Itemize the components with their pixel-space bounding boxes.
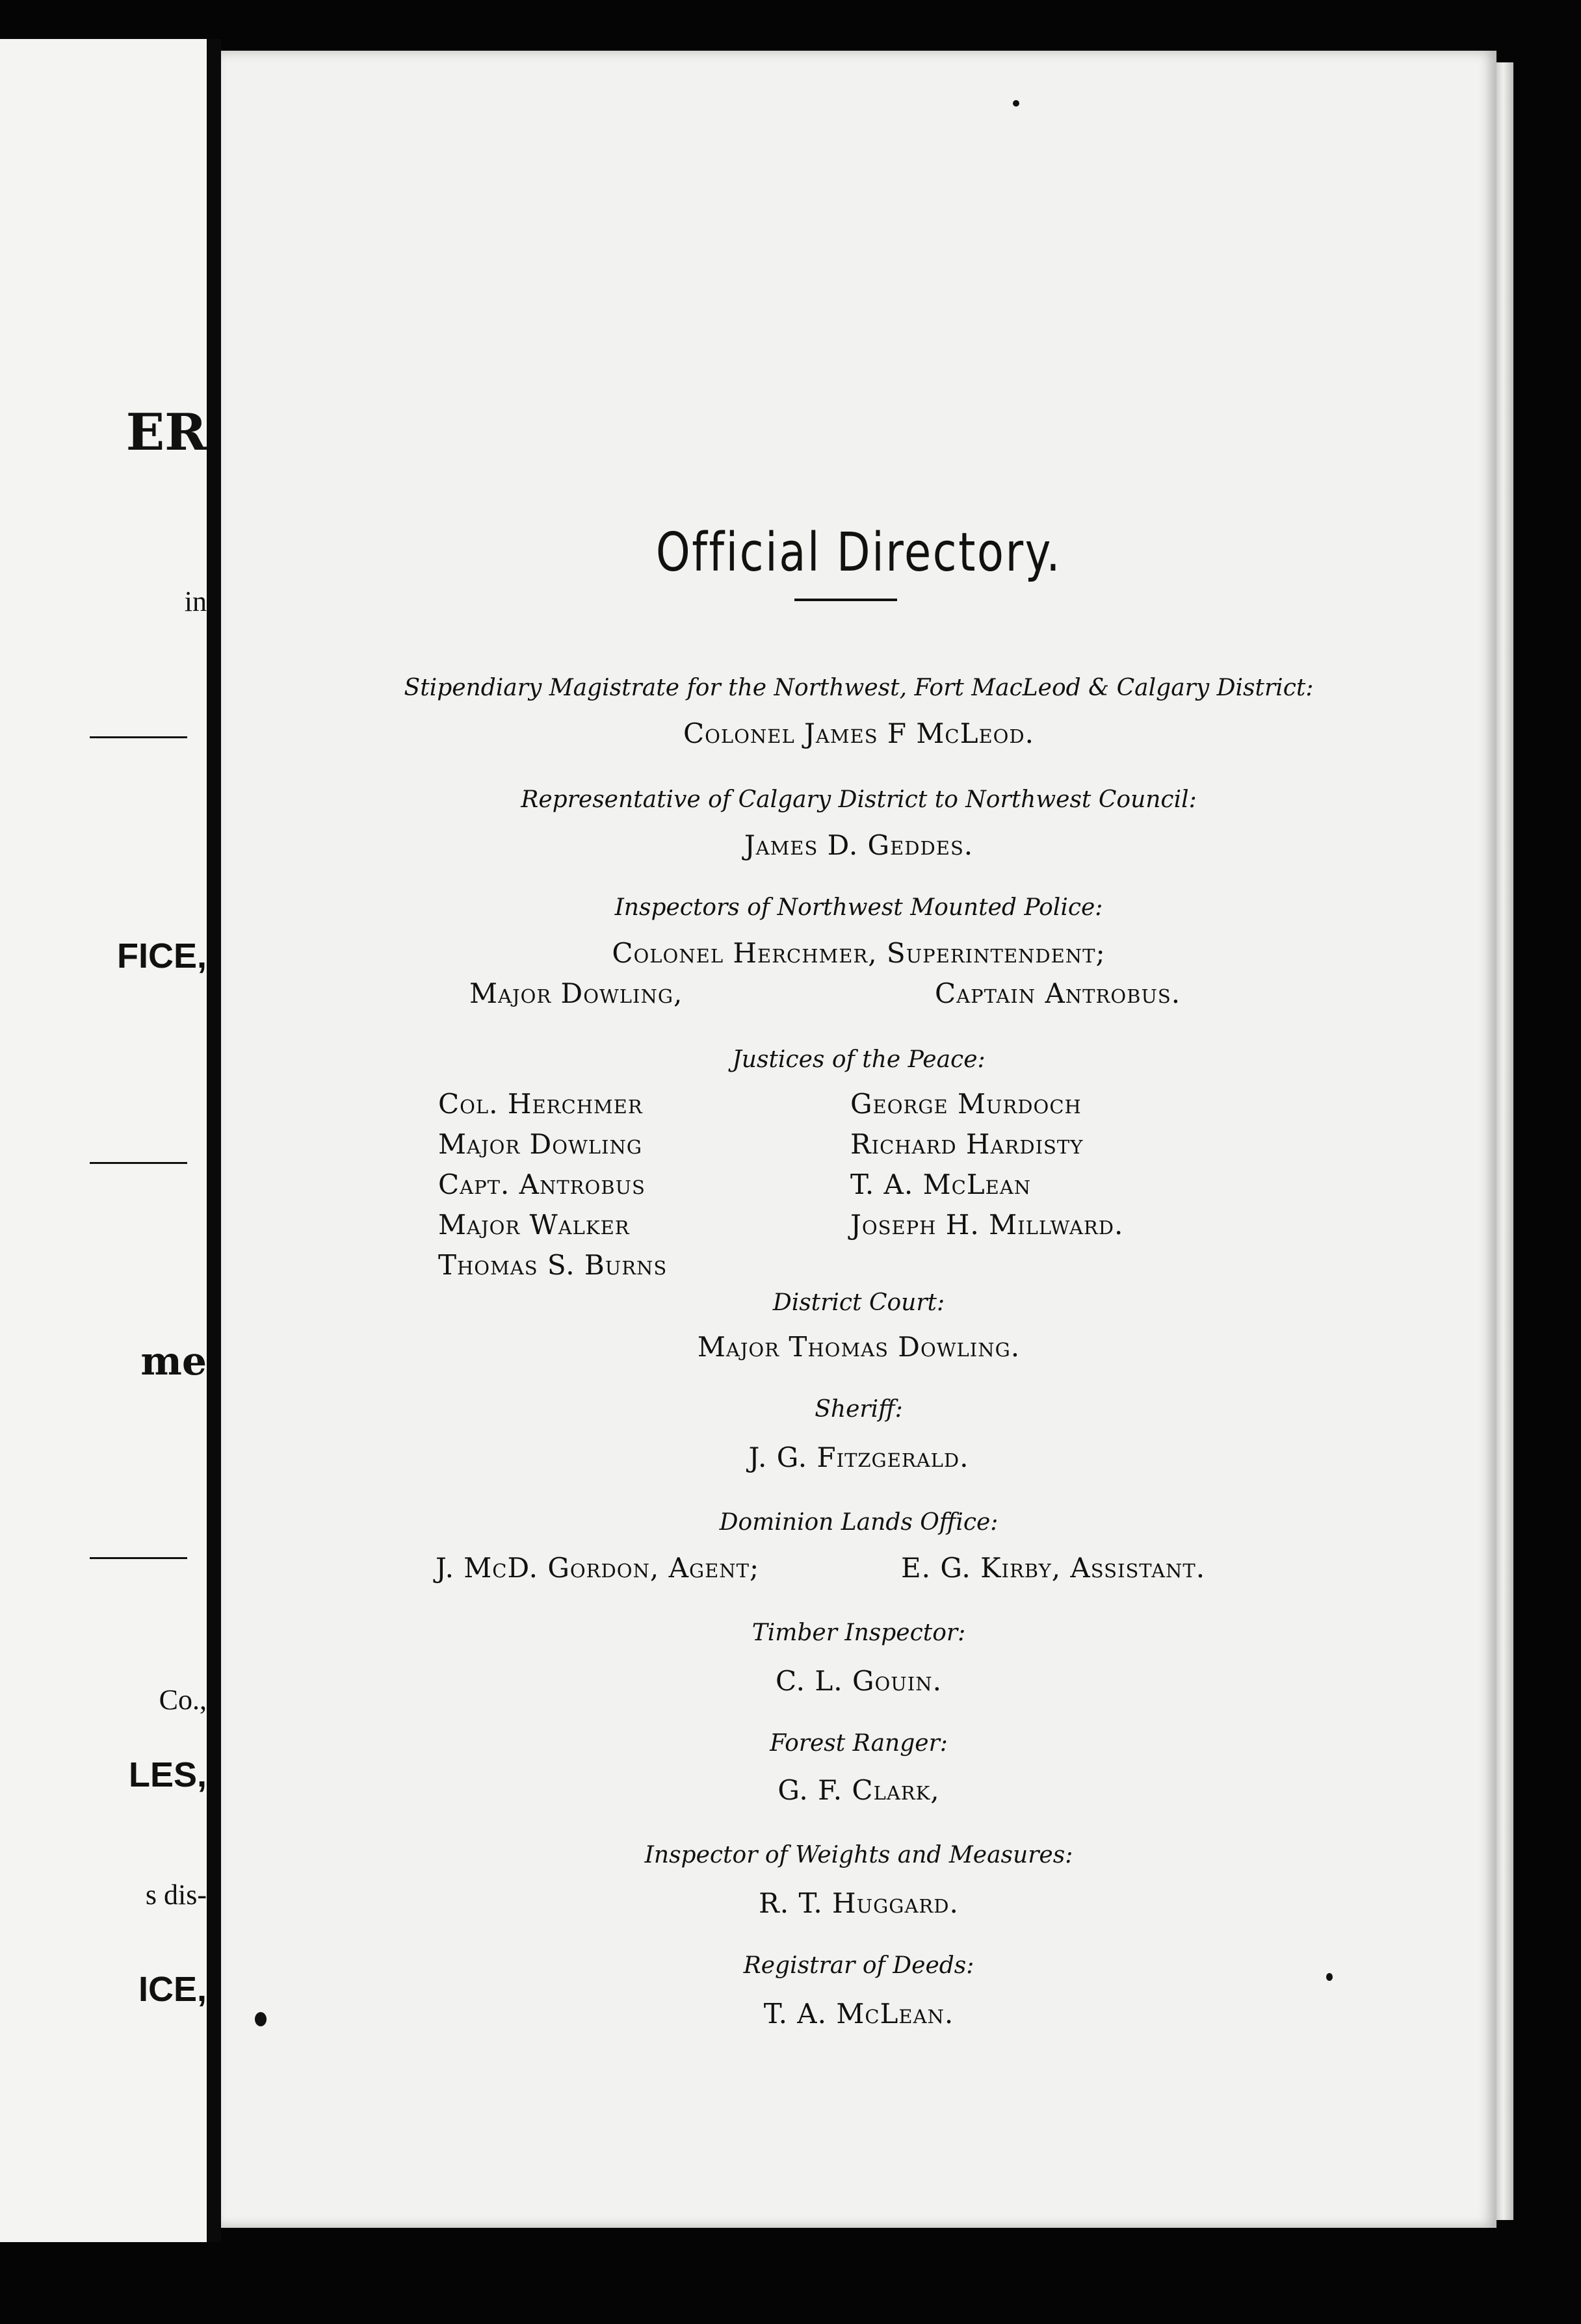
section-heading-weights-measures: Inspector of Weights and Measures: — [644, 1842, 1073, 1868]
facing-text-fragment: FICE, — [116, 936, 207, 975]
title-rule — [794, 599, 897, 601]
section-heading-inspectors: Inspectors of Northwest Mounted Police: — [614, 894, 1103, 921]
sheriff-name: J. G. Fitzgerald. — [748, 1441, 969, 1473]
page-title: Official Directory. — [655, 522, 1062, 584]
section-heading-sheriff: Sheriff: — [815, 1396, 903, 1423]
justice-name: Richard Hardisty — [850, 1128, 1084, 1160]
justice-name: Major Dowling — [438, 1128, 643, 1160]
inspector-name: Colonel Herchmer, Superintendent; — [612, 937, 1106, 969]
facing-page-fragment — [0, 39, 207, 2242]
district-court-name: Major Thomas Dowling. — [697, 1331, 1021, 1363]
facing-text-fragment: LES, — [128, 1755, 207, 1794]
section-heading-dominion-lands: Dominion Lands Office: — [719, 1509, 999, 1536]
timber-inspector-name: C. L. Gouin. — [776, 1665, 942, 1697]
directory-page — [221, 51, 1496, 2228]
divider — [90, 1557, 187, 1559]
justice-name: George Murdoch — [850, 1088, 1082, 1120]
justice-name: T. A. McLean — [850, 1168, 1032, 1200]
section-heading-timber-inspector: Timber Inspector: — [751, 1620, 966, 1646]
scan-speck — [1326, 1973, 1333, 1981]
facing-text-fragment: in — [184, 586, 207, 617]
inspector-name: Major Dowling, — [469, 977, 683, 1009]
section-heading-registrar: Registrar of Deeds: — [743, 1952, 974, 1979]
scan-speck — [255, 2012, 267, 2026]
registrar-name: T. A. McLean. — [763, 1998, 954, 2030]
justice-name: Thomas S. Burns — [438, 1249, 668, 1281]
lands-office-name: J. McD. Gordon, Agent; — [436, 1552, 760, 1584]
magistrate-name: Colonel James F McLeod. — [683, 717, 1035, 749]
forest-ranger-name: G. F. Clark, — [777, 1774, 940, 1806]
justice-name: Major Walker — [438, 1209, 630, 1241]
divider — [90, 1162, 187, 1164]
book-gutter — [207, 39, 221, 2242]
justice-name: Joseph H. Millward. — [850, 1209, 1124, 1241]
weights-inspector-name: R. T. Huggard. — [759, 1887, 959, 1919]
justice-name: Capt. Antrobus — [438, 1168, 646, 1200]
page-edge — [1496, 62, 1513, 2220]
facing-text-fragment: ER — [125, 403, 207, 462]
divider — [90, 736, 187, 738]
section-heading-representative: Representative of Calgary District to Northwest Council: — [521, 786, 1197, 813]
facing-text-fragment: s dis- — [145, 1879, 207, 1911]
section-heading-forest-ranger: Forest Ranger: — [770, 1730, 948, 1757]
facing-text-fragment: ICE, — [138, 1970, 207, 2009]
scan-speck — [1013, 100, 1019, 107]
representative-name: James D. Geddes. — [744, 829, 974, 861]
section-heading-stipendiary-magistrate: Stipendiary Magistrate for the Northwest, Fort MacLeod & Calgary District: — [404, 675, 1314, 701]
section-heading-district-court: District Court: — [772, 1289, 945, 1316]
facing-text-fragment: me — [140, 1339, 207, 1384]
inspector-name: Captain Antrobus. — [935, 977, 1181, 1009]
section-heading-justices: Justices of the Peace: — [732, 1046, 986, 1073]
justice-name: Col. Herchmer — [438, 1088, 643, 1120]
lands-office-name: E. G. Kirby, Assistant. — [901, 1552, 1206, 1584]
facing-text-fragment: Co., — [159, 1684, 207, 1716]
